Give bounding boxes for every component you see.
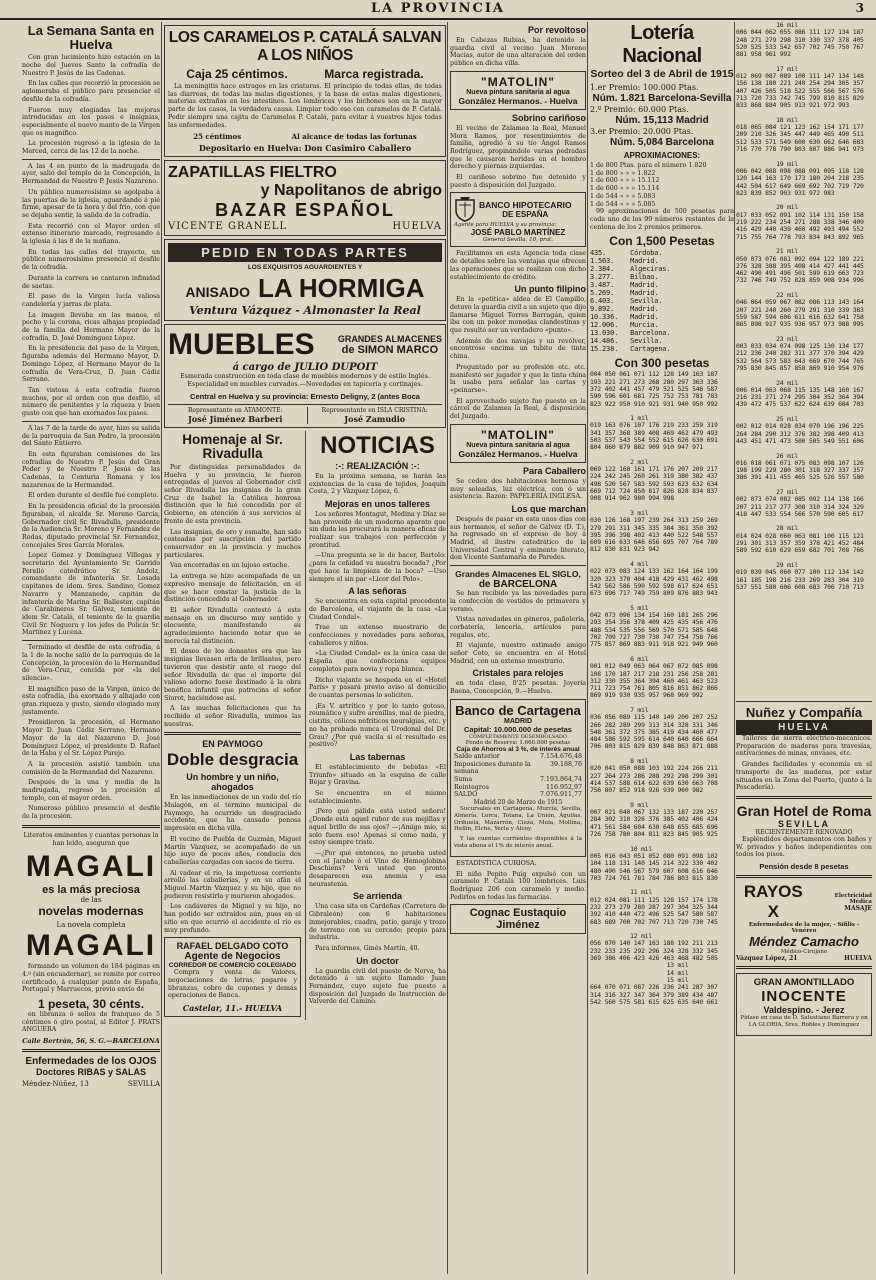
matolin-owner: González Hermanos. - Huelva (458, 448, 578, 459)
amontillado-name: INOCENTE (761, 988, 847, 1006)
anisado-label: ANISADO (185, 284, 250, 301)
aprox-title: APROXIMACIONES: (623, 151, 701, 160)
ojos-address: Méndez-Núñez, 13 (22, 1080, 89, 1089)
section-title: Un punto filipino (514, 284, 586, 295)
pedid-subtitle: LOS EXQUISITOS AGUARDIENTES Y (247, 264, 363, 272)
ojos-subtitle: Doctores RIBAS y SALAS (35, 1067, 147, 1078)
cartagena-caja: Caja de Ahorros al 3 %, de interés anual (456, 745, 580, 753)
paragraph: Los cadáveres de Miguel y su hijo, no han podido ser extraídos aún, pues en el sitio en que ocurrió el accidente el río es muy profundo. (164, 903, 301, 934)
paragraph: A las muchas felicitaciones que ha recibido el señor Rivadulla, unimos las nuestras. (164, 705, 301, 728)
paragraph: La guardia civil del puesto de Nerva, ha detenido á un sujeto llamado Juan Fernández, cuyo sujeto fue puesto a disposición del Juzgado de Instrucción de Valverde del Camino. (309, 967, 446, 1006)
reint-label: Reintegros (454, 783, 489, 791)
rep-right-name: José Zamudio (344, 413, 406, 424)
impos-value: 39.188,76 (549, 760, 582, 768)
caramelos-cents: 25 céntimos (193, 132, 242, 142)
divider (736, 796, 872, 799)
suma-label: Suma (454, 775, 473, 783)
caramelos-price: Caja 25 céntimos. (186, 67, 288, 81)
premio-1-number: Núm. 1.821 Barcelona-Sevilla (592, 93, 732, 104)
magali-title: MAGALI (25, 929, 157, 963)
cartagena-title: Banco de Cartagena (455, 702, 581, 718)
rep-left-title: Representante en ATAMONTE: (187, 406, 283, 414)
paragraph: El cariñoso sobrino fue detenido y puesto á disposición del Juzgado. (450, 174, 586, 189)
muebles-store: GRANDES ALMACENES (337, 334, 442, 345)
paragraph: El señor Rivadulla contestó á este mensaje en un discurso muy sentido y elocuente, manifestando su agradecimiento haciendo notar que se merecía tal distinción. (164, 606, 301, 645)
mendez-address: Vázquez López, 21 (736, 955, 798, 963)
hotel-title: Gran Hotel de Roma (736, 802, 872, 819)
section-title: Para Caballero (522, 465, 586, 476)
paragraph: El vecino de Zalamea la Real, Manuel Mora Ramos, por resentimientos de familia, agredió á su tío Ángel Ramos Rodríguez, propinándole varias pedradas que le causaron heridas en el hombro derecho y piernas izquierdas. (450, 124, 586, 171)
cartagena-ad (450, 699, 586, 857)
matolin-ad (450, 71, 586, 110)
banco-agent-address: General Sevilla, 10, prat. (483, 237, 553, 244)
paragraph: Vistas novedades en géneros, pañolería, corbatería, lencería, artículos para regalos, etc. (450, 616, 586, 639)
magali-subtitle: de las (80, 896, 102, 905)
tier-300-title: Con 300 pesetas (614, 356, 710, 371)
elsiglo-title: Grandes Almacenes EL SIGLO, (455, 569, 581, 580)
paragraph: El orden durante el desfile fué completo. (28, 492, 159, 500)
magali-address: Calle Bertrán, 56, S. G.—BARCELONA (22, 1037, 160, 1046)
banco-title: BANCO HIPOTECARIO (479, 199, 572, 210)
divider (22, 825, 160, 828)
divider (164, 732, 301, 735)
paragraph: En la presidencia del paso de la Virgen, figuraba además del Hermano Mayor, D. Domingo López, el Hermano Mayor de la cofradía de Vera-Cruz, D. Juan Cádiz Serrano. (22, 345, 160, 384)
paragraph: En todas las calles del trayecto, un público numerosísimo presenció el desfile de la cofradía. (22, 248, 160, 272)
balance-value: 7.076.911,77 (539, 791, 582, 799)
aprox-line: 1 de 544 » » » 5.085 (590, 200, 656, 208)
paragraph: Trae un extenso muestrario de confecciones y novedades para señoras, caballeros y niños. (309, 624, 446, 647)
paragraph: Tan vistosa á esta cofradía fueron muchos, por el orden con que desfiló, el número de penitentes y la riqueza y buen gusto con que han exornados los pasos. (22, 387, 160, 418)
rafael-subtitle: Agente de Negocios (184, 951, 281, 963)
caramelos-pharm: Al alcance de todas las fortunas (291, 132, 417, 142)
section-title: Cristales para relojes (472, 668, 564, 679)
column-1 (22, 22, 160, 1274)
paragraph: Facilitamos en esta Agencia toda clase de detalles sobre las ventajas que ofrecen las operaciones que se realizan con dicho establecimiento de crédito. (450, 250, 586, 281)
banco-subtitle: DE ESPAÑA (502, 209, 549, 219)
homenaje-headline: Homenaje al Sr. Rivadulla (182, 431, 283, 461)
suma-value: 7.193.864,74 (539, 775, 582, 783)
paymogo-label: EN PAYMOGO (202, 739, 263, 750)
matolin-subtitle: Nueva pintura sanitaria al agua (466, 441, 570, 449)
pedid-title: PEDID EN TODAS PARTES (168, 243, 442, 262)
bazar-city: HUELVA (392, 221, 442, 233)
magali-ad (22, 832, 160, 1045)
banco-agent-label: Agente para HUELVA y su provincia: (454, 222, 557, 229)
paragraph: La meningitis hace estragos en las criaturas. El principio de todas ellas, de todas las diarreas, de todas las malas digestiones, y la base de estas malas digestiones, materias extrañas en los intestinos. Los lombrices y los bichones son en la mayor parte de los casos, la verdadera causa. Limpiar todo eso con caramelos de P. Catalá. Pedir siempre una cajita de Caramelos P. Catalá, para evitar á vuestros hijos todas las enfermedades. (168, 83, 442, 129)
elsiglo-city: de BARCELONA (478, 579, 558, 591)
paragraph: A las 7 de la tarde de ayer, hizo su salida de la parroquia de San Pedro, la procesión del Santo Entierro. (22, 424, 160, 448)
column-2 (164, 22, 446, 1274)
paragraph: La imagen llevaba en las manos, el pecho y la corona, ricas alhajas propiedad de la familia del Hermano Mayor de la cofradía, D. José Domínguez López. (22, 311, 160, 342)
column-5 (736, 22, 872, 1274)
paragraph: Durante la carrera se cantaron infinidad de saetas. (22, 274, 160, 290)
paragraph: El niño Pepito Puig expulsó con un caramelo P. Catalá 100 lombrices. Luis Rodríguez 206 con caramelo y medio. Pedirlos en todas las farmacias. (450, 870, 586, 901)
paragraph: En esta figuraban comisiones de las cofradías de Nuestro P. Jesús del Gran Poder y de Nuestro P. Jesús de las Cadenas, la Centuria Romana y los nazarenos de la Hermandad. (22, 450, 160, 489)
section-title: Sobrino cariñoso (511, 112, 586, 123)
paragraph: Lopez Gomez y Domínguez Villegas y secretario del Ayuntamiento Sr. Garrido Perelló catedrático Sr. Andolz, comandante de infantería Sr. Losada capitanes de idem. Sres. Sandino, Gomez Navarro y Manzanedo, capitán de infantería de Marina Sr. Ballester, capitán de Carabineros Sr. Gálvez, teniente de idem Sr. Catalá, el teniente de la guardia Civil Sr. Noguera y los jefes de Policía Sr. Martínez y Lucena. (22, 552, 160, 637)
paragraph: El magnífico paso de la Virgen, único de esta cofradía, iba exornado y alhajado con gran riqueza y gusto, siendo elogiado muy justamente. (22, 685, 160, 716)
paragraph: En las calles que recorrió la procesión se aglomeraba el público para presenciar el desfile de la cofradía. (22, 80, 160, 103)
hotel-city: SEVILLA (777, 818, 830, 829)
column-rule (161, 22, 162, 1274)
ojos-city: SEVILLA (127, 1080, 160, 1089)
caramelos-title: LOS CARAMELOS P. CATALÁ SALVAN A LOS NIÑOS (168, 29, 442, 64)
paragraph: Los señores Montagut, Medina y Díaz se han proveído de un moderno aparato que sin duda les procurará la manera eficaz de realizar sus trabajos con perfección y prontitud. (309, 510, 446, 549)
magali-title: MAGALI (25, 850, 157, 884)
caramelos-mark: Marca registrada. (324, 67, 424, 81)
hotel-renovado: RECIENTEMENTE RENOVADO (755, 828, 853, 836)
premio-1-label: 1.er Premio: 100.000 Ptas. (590, 83, 699, 92)
section-title: Las tabernas (349, 751, 406, 762)
magali-price: 1 peseta, 30 cénts. (37, 997, 145, 1012)
section-title: :-: REALIZACIÓN :-: (335, 460, 420, 471)
paragraph: Sucursales en Cartagena, Murcia, Sevilla, Almería, Lorca, Totana, La Unión, Águilas, Orihuela, Mazarrón, Cieza, Mula, Mollina, Hellín, Elche, Yecla y Alcoy. (454, 806, 582, 833)
cognac-ad: Cognac Eustaquio Jiménez (450, 904, 586, 934)
paragraph: Dicho viajante se hospeda en el «Hotel París» y pasará previo aviso al domicilio de cuantas personas lo soliciten. (309, 676, 446, 699)
paragraph: A las 4 en punto de la madrugada de ayer, salió del templo de la Concepción, la Hermandad de Nuestro P. Jesús Nazareno. (22, 162, 160, 186)
paragraph: El viajante, nuestro estimado amigo señor Coto, se encuentra en el Hotel Madrid, con un extenso muestrario. (450, 642, 586, 665)
column-rule (734, 22, 735, 1274)
muebles-cargo: á cargo de JULIO DUPOIT (232, 362, 378, 374)
paragraph: El paso de la Virgen lucía valiosa candelería y jarras de plata. (22, 293, 160, 308)
paragraph: en libranza ó sellos de franqueo de 5 céntimos ó giro postal, al Editor J. PRATS ANGUERA (22, 1011, 160, 1034)
aprox-line: 1 de 800 » » » 1.822 (590, 169, 656, 177)
mendez-name: Méndez Camacho (749, 934, 859, 950)
paragraph: En Cabezas Rubias, ha detenido la guardia civil al vecino Juan Moreno Macías, autor de una alteración del orden público en dicha villa. (450, 37, 586, 68)
zapatillas-ad (164, 160, 446, 236)
paragraph: La entrega se hizo acompañada de un expresivo mensaje de felicitación, en el que se hace constar la justicia de la distinción concedida al Gobernador. (164, 573, 301, 604)
matolin-ad (450, 424, 586, 463)
paragraph: Numeroso público presenció el desfile de la procesión. (22, 805, 160, 821)
muebles-title: MUEBLES (168, 328, 315, 362)
rep-right-title: Representante en ISLA CRISTINA: (321, 406, 428, 414)
paragraph: —¿Por qué entonces, no prueba usted con el Jarabe ó el Vino de Hemoglobina Deschiens? Verá usted que pronto desaparecen esa anemia y esa neurastenia. (309, 849, 446, 888)
hotel-price: Pensión desde 8 pesetas (759, 862, 849, 872)
paragraph: El aprovechado sujeto fue puesto en la cárcel de Zalamea la Real, á disposición del Juzgado. (450, 397, 586, 421)
hotel-ad (736, 803, 872, 871)
nunez-city: HUELVA (736, 720, 872, 735)
masthead (0, 0, 876, 20)
cartagena-date: Madrid 20 de Marzo de 1915 (473, 799, 563, 807)
magali-subtitle: novelas modernas (38, 904, 144, 919)
paragraph: Las insignias, de oro y esmalte, han sido costeadas por suscripción del partido conservador en la provincia y muchos particulares. (164, 528, 301, 559)
noticias-headline: NOTICIAS (320, 431, 435, 459)
paragraph: La procesión regresó a la iglesia de la Merced, cerca de las 12 de la noche. (22, 140, 160, 156)
paragraph: Preguntado por su profesión etc. etc. manifestó ser jugador y que la tinta china la usaba para señalar las cartas y «peinarse». (450, 363, 586, 394)
paragraph: Esta recorrió con el Mayor orden el extenso itinerario marcado, regresando á la iglesia á las 8 de la mañana. (22, 222, 160, 246)
paragraph: Pídase en casa de D. Salustiano Barrera y en LA GLORIA, Sres. Robles y Domínguez (740, 1015, 868, 1028)
coat-of-arms-icon (454, 196, 476, 222)
column-3 (450, 22, 586, 1274)
divider (736, 966, 872, 969)
mendez-city: HUELVA (844, 955, 872, 963)
paragraph: Espléndidos departamentos con baños y W. privados y baños independientes con todos los pisos. (736, 835, 872, 859)
section-title: A las señoras (348, 586, 407, 597)
premio-3-number: Núm. 5,084 Barcelona (610, 137, 714, 148)
caramelos-ad (164, 25, 446, 157)
paragraph: Después de pasar en esta unos días con sus hermanos, el señor de Gálvez (D. T.), ha regresado en el expreso de hoy á Madrid, el ilustre catedrático de la Universidad Central y eminente literato, don Vicente Santamaría de Paredes. (450, 515, 586, 562)
muebles-ad (164, 324, 446, 427)
paragraph: Al vadear el río, la impetuosa corriente arrolló las caballerías, y en su afán el Miguel Martín Vázquez y su hijo, que no pudieron resistirla y murieron ahogados. (164, 869, 301, 900)
divider (450, 565, 586, 566)
paragraph: ¡Es V. artrítico y por lo tanto gotoso, reumático y sufre arenillas, mal de piedra, cistitis, cólicos nefríticos neuralgias, etc. y no ha probado nunca el Urodonal del Dr. Grau? ¿Por qué vacila si el resultado es positivo? (309, 702, 446, 749)
premio-2-number: Núm. 15,113 Madrid (615, 115, 709, 126)
divider (736, 875, 872, 878)
doble-subheadline: Un hombre y un niño, ahogados (186, 772, 279, 793)
rafael-title: RAFAEL DELGADO COTO (176, 941, 289, 952)
paragraph: Con gran lucimiento hizo estación en la noche del Jueves Santo la cofradía de Nuestro P. Jesús de las Cadenas. (22, 54, 160, 77)
matolin-owner: González Hermanos. - Huelva (458, 95, 578, 106)
cartagena-city: MADRID (504, 717, 532, 725)
zapatillas-title: ZAPATILLAS FIELTRO (168, 164, 337, 182)
rayos-title: RAYOS X (743, 882, 803, 922)
hormiga-title: LA HORMIGA (257, 273, 425, 304)
paragraph: Se han recibido ya las novedades para la confección de vestidos de primavera y verano. (450, 590, 586, 613)
paragraph: Se encuentra en el mismo establecimiento. (309, 790, 446, 805)
aprox-line: 1 de 544 » » » 5.083 (590, 192, 656, 200)
nunez-ad (736, 705, 872, 792)
bazar-title: BAZAR ESPAÑOL (215, 200, 395, 221)
amontillado-title: GRAN AMONTILLADO (753, 977, 855, 989)
bazar-owner: VICENTE GRANELL (168, 221, 288, 233)
paragraph: En la próxima semana, se harán las existencias de la casa de tejidos, Joaquín Costa, 2 y Vázquez López, 6. (309, 472, 446, 496)
doble-headline: Doble desgracia (166, 750, 299, 770)
hormiga-owner: Ventura Vázquez - Almonaster la Real (189, 304, 421, 318)
reint-value: 116.952,97 (545, 783, 582, 791)
ojos-title: Enfermedades de los OJOS (25, 1056, 157, 1068)
paragraph: El vecino de Puebla de Guzmán, Miguel Martín Vázquez, se acompañado de un hijo suyo de pocos años, conducía dos caballerías cargadas con sacos de tierra. (164, 835, 301, 866)
section-title: Se arrienda (352, 891, 403, 902)
ojos-ad (22, 1056, 160, 1088)
aprox-line: 1 de 600 » » » 15.112 (590, 177, 660, 185)
paragraph: El establecimiento de bebidas «El Triunfo» situado en la esquina de calle Béjar y Gravina. (309, 763, 446, 787)
loteria-title: Lotería Nacional (622, 22, 702, 67)
paragraph: Se ceden dos habitaciones hermosa y muy soleadas, luz eléctrica, con ó sin asistencia. Razón: PAPELERÍA INGLESA. (450, 477, 586, 501)
mendez-subtitle: Médico-Cirujano (780, 949, 828, 956)
saldo-value: 7.154.676,48 (539, 752, 582, 760)
divider (22, 159, 160, 160)
cartagena-desembolsado: COMPLETAMENTE DESEMBOLSADO (469, 733, 567, 740)
paragraph: Y las cuentas corrientes disponibles á la vista abona el 1% de interés anual. (454, 836, 582, 850)
paragraph: En las inmediaciones de un vado del río Malagón, en el término municipal de Paymogo, ha ocurrido un desgraciado accidente, que ha causado penosa impresión en dicha villa. (164, 794, 301, 833)
paragraph: Para informes, Ginés Martín, 40. (315, 944, 420, 952)
section-title: Mejoras en unos talleres (324, 498, 431, 509)
cartagena-capital: Capital: 10.000.000 de pesetas (464, 724, 572, 734)
cartagena-reserva: Fondo de Reserva: 1.660.000 pesetas (465, 739, 571, 746)
banco-agent: JOSÉ PABLO MARTÍNEZ (470, 228, 566, 238)
premio-2-label: 2.º Premio: 60.000 Ptas. (590, 105, 689, 114)
tier-1500-list: 435. Córdoba. 1.563. Madrid. 2.384. Algeciras. 3.277. Bilbao. 3.487. Madrid. 5.269. Madrid. 6.403. Sevilla. 9.892. Madrid. 10.336. Madrid. 12.006. Murcia. 13.030. Barcelona. 14.486. Sevilla. 15.238. Cartagena. (590, 249, 671, 354)
page-number: 3 (855, 1, 866, 15)
paragraph: «La Ciudad Condal» es la única casa de España que confecciona equipos completos para novia y ropa blanca. (309, 650, 446, 673)
paragraph: Esmerada construcción en toda clase de muebles modernos y de estilo Inglés. Especialidad en muebles curvados.—Novedades en tapicería y cortinajes. (180, 373, 430, 388)
impos-label: Imposiciones durante la semana (454, 760, 531, 776)
tier-1500-title: Con 1,500 Pesetas (609, 234, 715, 249)
lottery-numbers: 004 050 061 071 112 128 149 163 187 193 221 271 273 268 280 297 363 336 372 402 441 457 479 521 525 546 587 590 596 601 681 725 752 753 781 783 823 922 950 910 921 931 940 950 992 1 mil 019 163 076 107 176 219 233 259 319 341 357 368 389 408 469 462 479 493 503 537 543 554 552 615 626 630 691 804 860 879 882 909 910 947 971 2 mil 069 122 160 161 171 176 207 209 217 224 242 245 260 261 319 380 382 437 498 520 567 583 592 593 623 632 634 669 712 724 850 817 826 828 834 837 908 914 962 980 994 998 3 mil 030 126 168 197 239 264 313 259 269 279 291 311 345 335 384 361 350 392 395 396 398 402 413 440 522 548 557 609 616 633 646 656 695 707 764 789 812 830 831 923 942 4 mil 022 073 083 124 133 162 164 164 199 320 323 370 404 418 429 431 462 498 542 562 586 590 592 598 617 624 651 673 696 717 749 759 809 876 883 943 5 mil 042 073 096 134 154 160 181 265 296 293 354 356 378 409 425 435 456 476 488 534 535 556 569 570 571 585 648 702 709 727 730 730 747 754 758 766 775 857 869 883 911 918 921 949 960 6 mil 001 012 049 063 064 067 072 085 098 108 170 187 217 218 231 256 258 281 312 330 355 364 394 460 461 463 523 711 723 754 761 805 816 851 862 866 869 919 930 935 957 968 969 992 7 mil 036 056 089 115 140 149 200 207 252 266 282 289 299 313 314 328 331 346 548 361 372 375 385 419 434 460 477 484 586 592 595 614 640 640 666 664 706 803 815 829 839 848 863 871 888 8 mil 020 041 050 088 103 192 224 266 211 227 264 273 286 288 292 298 299 301 414 537 588 614 622 639 630 663 708 756 807 852 918 926 939 960 982 9 mil 007 021 040 067 132 133 187 220 257 284 302 310 326 376 385 402 406 424 471 561 584 604 630 648 655 685 696 726 758 780 804 811 823 845 905 925 10 mil 005 016 043 051 052 080 091 098 102 104 118 131 140 145 214 322 330 402 480 490 546 567 579 607 608 616 646 703 724 761 781 784 786 803 815 830 11 mil 012 024 081 111 125 128 157 174 178 232 273 279 280 287 297 304 325 344 392 410 440 472 496 525 547 580 587 683 689 700 702 707 713 720 730 745 12 mil 056 070 140 147 163 188 192 211 213 232 233 235 292 296 324 328 332 345 369 386 406 423 426 463 468 482 505 13 mil 14 mil 15 mil 664 070 071 087 226 236 241 287 307 314 316 327 347 364 379 389 434 487 542 560 575 581 615 625 635 640 661 (590, 370, 718, 1006)
saldo-label: Saldo anterior (454, 752, 500, 760)
caramelos-depositario: Depositario en Huelva: Don Casimiro Caballero (198, 143, 412, 154)
paragraph: El deseo de los donantes era que las insignias llevasen orla de brillantes, pero tuvieron que desistir ante el ruego del señor Rivadulla de que el importe del valioso adorno fuese destinado á la obra benéfica infantil que patrocina el señor Siurot, haciéndose así. (164, 648, 301, 702)
rafael-corredor: CORREDOR DE COMERCIO COLEGIADO (168, 962, 297, 970)
lottery-numbers: 16 mil 006 044 062 055 086 111 127 134 187 248 271 279 298 310 330 337 378 405 520 525 533 542 657 702 745 750 767 881 958 961 992 17 mil 012 069 087 089 100 111 147 134 148 156 138 180 221 240 254 294 305 357 407 426 505 518 522 555 566 567 576 713 720 733 742 745 799 810 815 829 833 868 884 905 913 921 972 993 18 mil 018 065 084 121 123 162 154 171 177 209 210 326 345 447 449 465 490 511 512 533 571 549 600 630 662 646 683 716 770 778 790 803 807 886 941 973 19 mil 006 042 088 098 088 091 095 118 128 120 144 163 170 173 180 204 218 235 442 504 617 649 669 692 702 719 720 823 839 852 903 931 972 983 20 mil 017 033 052 091 102 114 131 150 158 219 222 234 254 271 288 338 346 409 416 429 440 439 460 492 493 494 552 715 755 764 778 793 834 843 892 965 21 mil 050 073 076 081 092 094 122 189 221 276 328 388 395 408 414 427 441 445 462 490 491 496 501 599 619 663 723 732 746 749 752 828 859 908 934 996 22 mil 046 064 059 067 082 086 113 143 164 207 221 240 260 279 291 310 339 383 559 587 594 606 611 616 632 641 758 865 898 917 935 936 957 973 988 995 23 mil 003 033 034 074 098 125 130 134 177 212 236 240 282 311 377 370 394 429 532 564 573 583 643 669 670 744 765 795 830 845 857 858 869 910 954 976 24 mil 006 014 063 068 115 135 148 160 167 216 231 271 274 295 304 352 364 394 439 472 475 537 622 624 639 684 703 25 mil 002 012 014 028 034 070 196 196 225 264 284 290 312 376 382 398 409 413 443 451 471 473 500 505 549 551 606 26 mil 016 018 061 071 075 083 098 107 126 198 199 229 280 301 318 327 337 357 386 391 411 455 465 525 526 557 580 27 mil 002 073 074 082 085 092 114 138 166 207 211 217 277 308 310 314 324 329 418 447 533 554 566 570 590 605 617 28 mil 014 024 028 060 063 081 100 115 121 291 301 313 357 359 378 421 452 484 589 592 610 629 659 682 701 708 766 29 mil 019 039 045 060 077 100 112 134 142 161 185 198 216 233 269 283 304 319 537 551 580 606 608 683 706 710 713 (736, 22, 864, 591)
paragraph: en toda clase, 0'25 pesetas. Joyería Baena, Concepción, 9.—Huelva. (450, 680, 586, 696)
section-title: Por revoltoso (527, 25, 586, 35)
muebles-store: de SIMON MARCO (341, 344, 439, 357)
paragraph: Terminado el desfile de esta cofradía, á la 1 de la noche salió de la parroquia de la Concepción, la procesión de la Hermandad de Vera-Cruz, concida por «la del silencio». (22, 644, 160, 682)
balance-label: SALDO (454, 791, 478, 799)
amontillado-ad (736, 973, 872, 1036)
paragraph: Presidieron la procesión, el Hermano Mayor D. Juan Cádiz Serrano, Hermano Mayor de la del Nazareno D. José Domínguez López, el presidente D. Rafael de la Haba y el Sr. López Parejo. (22, 719, 160, 758)
matolin-title: "MATOLIN" (481, 74, 555, 89)
paragraph: Una casa sita en Cardeñas (Carretera de Gibraleón) con 6 habitaciones inmejorables, cuadra, patio, garaje y trozo de terreno con su cercado; propio para industria. (309, 903, 446, 942)
rayos-ad (736, 882, 872, 962)
rep-left-name: José Jiménez Barberi (188, 413, 283, 424)
magali-label: La novela completa (56, 921, 126, 930)
divider (22, 1049, 160, 1052)
aprox-line: 1 de 800 Ptas. para el número 1.820 (590, 162, 707, 169)
semana-santa-headline: La Semana Santa en Huelva (27, 23, 155, 52)
paragraph: Un público numerosísimo se agolpaba á las puertas de la iglesia, aguardando á pié firme, apesar de la hora y del frio, con que se dejaba sentir, la salida de la cofradía. (22, 188, 160, 219)
rafael-address: Castelar, 11.- HUELVA (182, 1003, 283, 1014)
paragraph: Además de dos navajas y un revólver, encontróse encima un tubito de tinta china. (450, 337, 586, 361)
masthead-title: LA PROVINCIA (371, 1, 505, 16)
zapatillas-title: y Napolitanos de abrigo (260, 182, 442, 200)
paragraph: 99 aproximaciones de 500 pesetas para cada uno de los 99 números restantes de la centena de los 2 premios primeros. (590, 208, 734, 231)
column-4 (590, 22, 734, 1274)
paragraph: Grandes facilidades y economía en el transporte de las maderas, por estar situados en la Zona del Puerto, (junto á la Pescadería). (736, 761, 872, 792)
divider (22, 421, 160, 422)
paragraph: —Una pregunta se le de hacer, Bartolo: ¿para la ceñidad va nuestra bocada? ¿Por qué hace la limpieza de la boca? —Uso siempre el sin par «Licor del Polo». (309, 552, 446, 583)
rayos-masaje: MASAJE (844, 904, 872, 912)
paragraph: formando un volumen de 184 páginas en 4.º (sin encuadernar), se remite por correo certificado, á cualquier punto de España, Portugal y Marruecos, previo envío de (22, 963, 160, 994)
paragraph: Se encuentra en esta capital procedente de Barcelona, el viajante de la casa «La Ciudad Condal». (309, 598, 446, 621)
paragraph: Después de la una y media de la madrugada, regresó la procesión al templo, con el mayor orden. (22, 779, 160, 802)
nunez-title: Nuñez y Compañía (745, 705, 863, 720)
paragraph: ¡Pero qué pálida está usted señora! ¿Donde está aquel rubor de sus mejillas y aquel brillo de sus ojos? —¡Amigo mío, si solo fuera eso! Apenas si como nada, y estoy siempre triste. (309, 808, 446, 847)
hormiga-ad (164, 239, 446, 321)
matolin-title: "MATOLIN" (481, 427, 555, 442)
paragraph: Compra y venta de Valores, negociaciones de letras, pagarés y libranzas, cobro de cupones y demás operaciones de Banca. (168, 969, 297, 1000)
paragraph: Van encerradas en un lujoso estuche. (170, 562, 290, 570)
muebles-central: Central en Huelva y su provincia: Ernesto Deligny, 2 (antes Boca (190, 391, 420, 401)
column-rule (447, 22, 448, 1274)
paragraph: Talleres de sierra eléctrico-mecánicos. Preparación de maderas para travesías, entivaciones de minas, envases, etc. (736, 735, 872, 758)
amontillado-maker: Valdespino. - Jerez (763, 1005, 845, 1016)
paragraph: En la «petitica» aldea de El Campillo, detuvo la guardia civil a un sujeto que dijo llamarse Miguel Torres Barragán, quien iba con un poker monedas clandestinas y que resultó ser un verdadero «punto». (450, 296, 586, 335)
section-title: Los que marchan (511, 503, 586, 514)
paragraph: A la procesión asistió también una comisión de la Hermandad del Nazareno. (22, 760, 160, 776)
rayos-electricidad: Electricidad Médica (834, 892, 872, 905)
sorteo-title: Sorteo del 3 de Abril de 1915 (590, 68, 734, 80)
magali-intro: Literatos eminentes y cuantas personas la han leído, aseguran que (23, 831, 159, 847)
rafael-ad (164, 937, 301, 1017)
divider (22, 640, 160, 641)
curiosa-label: ESTADÍSTICA CURIOSA. (456, 859, 537, 867)
matolin-subtitle: Nueva pintura sanitaria al agua (466, 88, 570, 96)
paragraph: Fueron muy elogiadas las mejoras introducidas en los pasos e insignias, especialmente el nuevo manto de la Virgen que es magnífico. (22, 106, 160, 137)
column-rule (587, 22, 588, 1274)
aprox-line: 1 de 600 » » » 15.114 (590, 185, 660, 193)
premio-3-label: 3.er Premio: 20.000 Ptas. (590, 127, 694, 136)
paragraph: En la presidencia oficial de la procesión figuraban, el alcalde Sr. Moreno García, Gobernador civil Sr. Rivadulla, presidente de la Audiencia Sr. Moreno y Fernandez de Rodas, diputado provincial Sr. Fernandez, concejales Sres García Morales. (22, 503, 160, 549)
divider (736, 701, 872, 702)
banco-hipotecario-ad (450, 192, 586, 247)
rayos-enfermedades: Enfermedades de la mujer, - Sífilis - Venéreo (748, 922, 860, 935)
magali-subtitle: es la más preciosa (42, 884, 140, 897)
paragraph: Por distinguidas personalidades de Huelva y su provincia, le fueron entregadas el jueves al Gobernador civil señor Rivadulla las insignias de la gran Cruz de Isabel la Católica honrosa distinción que le fué concedida por el Gobierno, en atención á sus servicios al frente de esta provincia. (164, 463, 301, 525)
section-title: Un doctor (356, 955, 399, 966)
